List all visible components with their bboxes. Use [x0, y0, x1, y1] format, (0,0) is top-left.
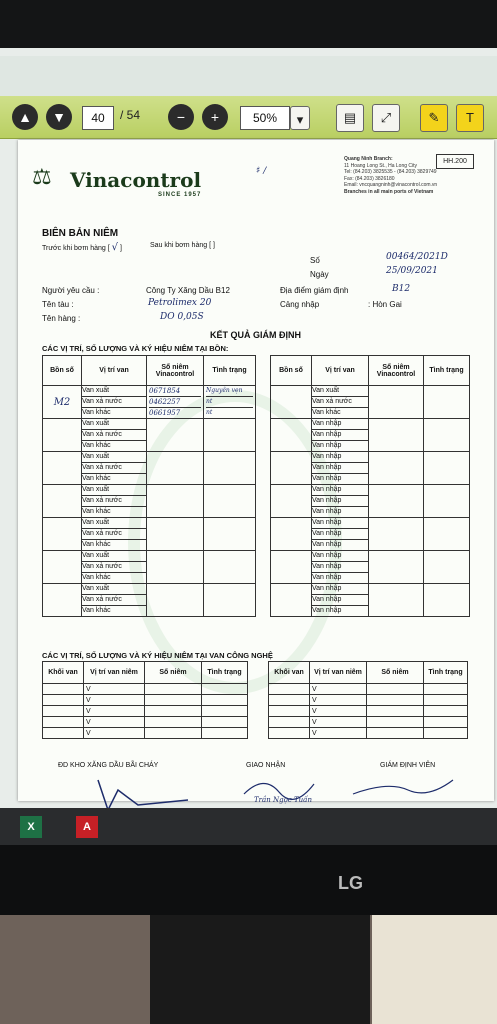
valve-seal-table-left: Khối van Vị trí van niêm Số niêm Tình trạng V V V V V [42, 661, 248, 739]
vessel-label: Tên tàu : [42, 300, 74, 309]
comment-icon[interactable]: ✎ [420, 104, 448, 132]
table-row: V [269, 728, 468, 739]
zoom-dropdown-chevron-down-icon[interactable]: ▾ [290, 106, 310, 130]
table-row: V [43, 684, 248, 695]
table-row: Van xuất Van xả nước Van khác [43, 485, 256, 518]
valve-seal-table-right: Khối van Vị trí van niêm Số niêm Tình trạng V V V V V [268, 661, 468, 739]
table-row: Van nhập Van nhập Van nhập [271, 518, 470, 551]
pdf-icon[interactable]: A [76, 816, 98, 838]
signature-label-inspector: GIÁM ĐỊNH VIÊN [380, 762, 436, 769]
viewer-toolbar [0, 96, 497, 139]
vinacontrol-logo-icon: ⚖ [32, 164, 52, 189]
paper-note [372, 915, 497, 1024]
branch-address: Quang Ninh Branch: 11 Hoang Long St., Ha Long City Tel: (84.203) 3825535 - (84.203) 3829749 Fax: (84.203) 3826180 Email: vncquangninh@vinacontrol.com.vn Branches in all main ports of Vietnam [344, 156, 438, 195]
col-valve: Vị trí van [82, 356, 147, 386]
table-row: V [43, 695, 248, 706]
table-row: Van nhập Van nhập Van nhập [271, 452, 470, 485]
form-code: HH.200 [436, 154, 474, 169]
table-row: Van xuất Van xả nước Van khác [43, 551, 256, 584]
table-row: V [43, 717, 248, 728]
col-tank: Bồn số [43, 356, 82, 386]
tank-number: M2 [43, 386, 82, 419]
table-row: Van nhập Van nhập Van nhập [271, 584, 470, 617]
ngay-value: 25/09/2021 [386, 266, 438, 276]
so-value: 00464/2021D [386, 252, 448, 262]
monitor-stand [150, 915, 370, 1024]
before-pumping: Trước khi bơm hàng [ √ ] [42, 242, 122, 253]
table-row: Van nhập Van nhập Van nhập [271, 551, 470, 584]
fit-width-icon[interactable]: ▤ [336, 104, 364, 132]
table-row: Van xuất Van xả nước Van khác [43, 452, 256, 485]
table-row: M2 Van xuất Van xả nước Van khác 0671854 0462257 0661957 Nguyên vẹn nt nt [43, 386, 256, 419]
signature-label-delivery: GIAO NHẬN [246, 762, 286, 769]
cargo-label: Tên hàng : [42, 314, 81, 323]
monitor-bezel [0, 845, 497, 915]
vessel-value: Petrolimex 20 [148, 298, 212, 308]
excel-icon[interactable]: X [20, 816, 42, 838]
table-row: V [269, 706, 468, 717]
doc-title: BIÊN BẢN NIÊM [42, 228, 119, 239]
requester-label: Người yêu cầu : [42, 286, 100, 295]
table-row: Van xuất Van xả nước Van khác [271, 386, 470, 419]
monitor-top-bezel [0, 0, 497, 48]
screen [0, 48, 497, 845]
company-logo: Vinacontrol [70, 168, 202, 192]
annotate-icon[interactable]: T [456, 104, 484, 132]
page-number-input[interactable]: 40 [82, 106, 114, 130]
ngay-label: Ngày [310, 270, 329, 279]
tank-seal-table-right: Bồn số Vị trí van Số niêm Vinacontrol Tình trạng Van xuất Van xả nước Van khác Van nhập Van nhập Van nhập Van nhập Van nhập Van nhập Van nhập Van nhập Van nhập Van nhập Van nhập Van nhập Van nhập Van nhập Van nhập Van nhập Van nhập Van nhập [270, 355, 470, 617]
result-title: KẾT QUẢ GIÁM ĐỊNH [210, 330, 301, 340]
table-row: V [43, 728, 248, 739]
page-up-icon[interactable]: ▲ [12, 104, 38, 130]
tank-seal-table-left [42, 355, 256, 617]
signature-name-delivery: Trần Ngọc Tuấn [254, 796, 312, 804]
zoom-out-icon[interactable]: − [168, 104, 194, 130]
table-row: V [269, 695, 468, 706]
section1-title: CÁC VỊ TRÍ, SỐ LƯỢNG VÀ KÝ HIỆU NIÊM TẠI BỒN: [42, 344, 229, 353]
page-total: / 54 [120, 108, 141, 122]
table-row: Van xuất Van xả nước Van khác [43, 419, 256, 452]
taskbar [0, 808, 497, 845]
location-value: B12 [392, 284, 411, 294]
port-label: Cảng nhập [280, 300, 320, 309]
after-pumping: Sau khi bơm hàng [ ] [150, 242, 215, 249]
signature-inspector [348, 776, 458, 801]
table-row: V [43, 706, 248, 717]
handwritten-initials: ♯ ∕ [256, 166, 267, 176]
zoom-level-input[interactable]: 50% [240, 106, 290, 130]
table-row: V [269, 684, 468, 695]
monitor-brand-logo: LG [338, 873, 363, 893]
table-row: Van nhập Van nhập Van nhập [271, 485, 470, 518]
cargo-value: DO 0,05S [160, 312, 204, 322]
table-row: Van nhập Van nhập Van nhập [271, 419, 470, 452]
section2-title: CÁC VỊ TRÍ, SỐ LƯỢNG VÀ KÝ HIỆU NIÊM TẠI VAN CÔNG NGHỆ [42, 651, 273, 660]
zoom-in-icon[interactable]: + [202, 104, 228, 130]
fit-page-icon[interactable]: ⤢ [372, 104, 400, 132]
table-row: V [269, 717, 468, 728]
location-label: Địa điểm giám định [280, 286, 349, 295]
page-down-icon[interactable]: ▼ [46, 104, 72, 130]
signature-label-warehouse: ĐD KHO XĂNG DẦU BÃI CHÁY [58, 762, 159, 769]
document-page [18, 140, 494, 804]
table-row: Van xuất Van xả nước Van khác [43, 518, 256, 551]
table-row: Van xuất Van xả nước Van khác [43, 584, 256, 617]
col-seal: Số niêm Vinacontrol [147, 356, 204, 386]
so-label: Số [310, 256, 320, 265]
port-value: : Hòn Gai [368, 300, 402, 309]
app-titlebar [0, 56, 497, 97]
requester-value: Công Ty Xăng Dầu B12 [146, 286, 230, 295]
since-label: SINCE 1957 [158, 192, 202, 198]
col-status: Tình trạng [204, 356, 256, 386]
